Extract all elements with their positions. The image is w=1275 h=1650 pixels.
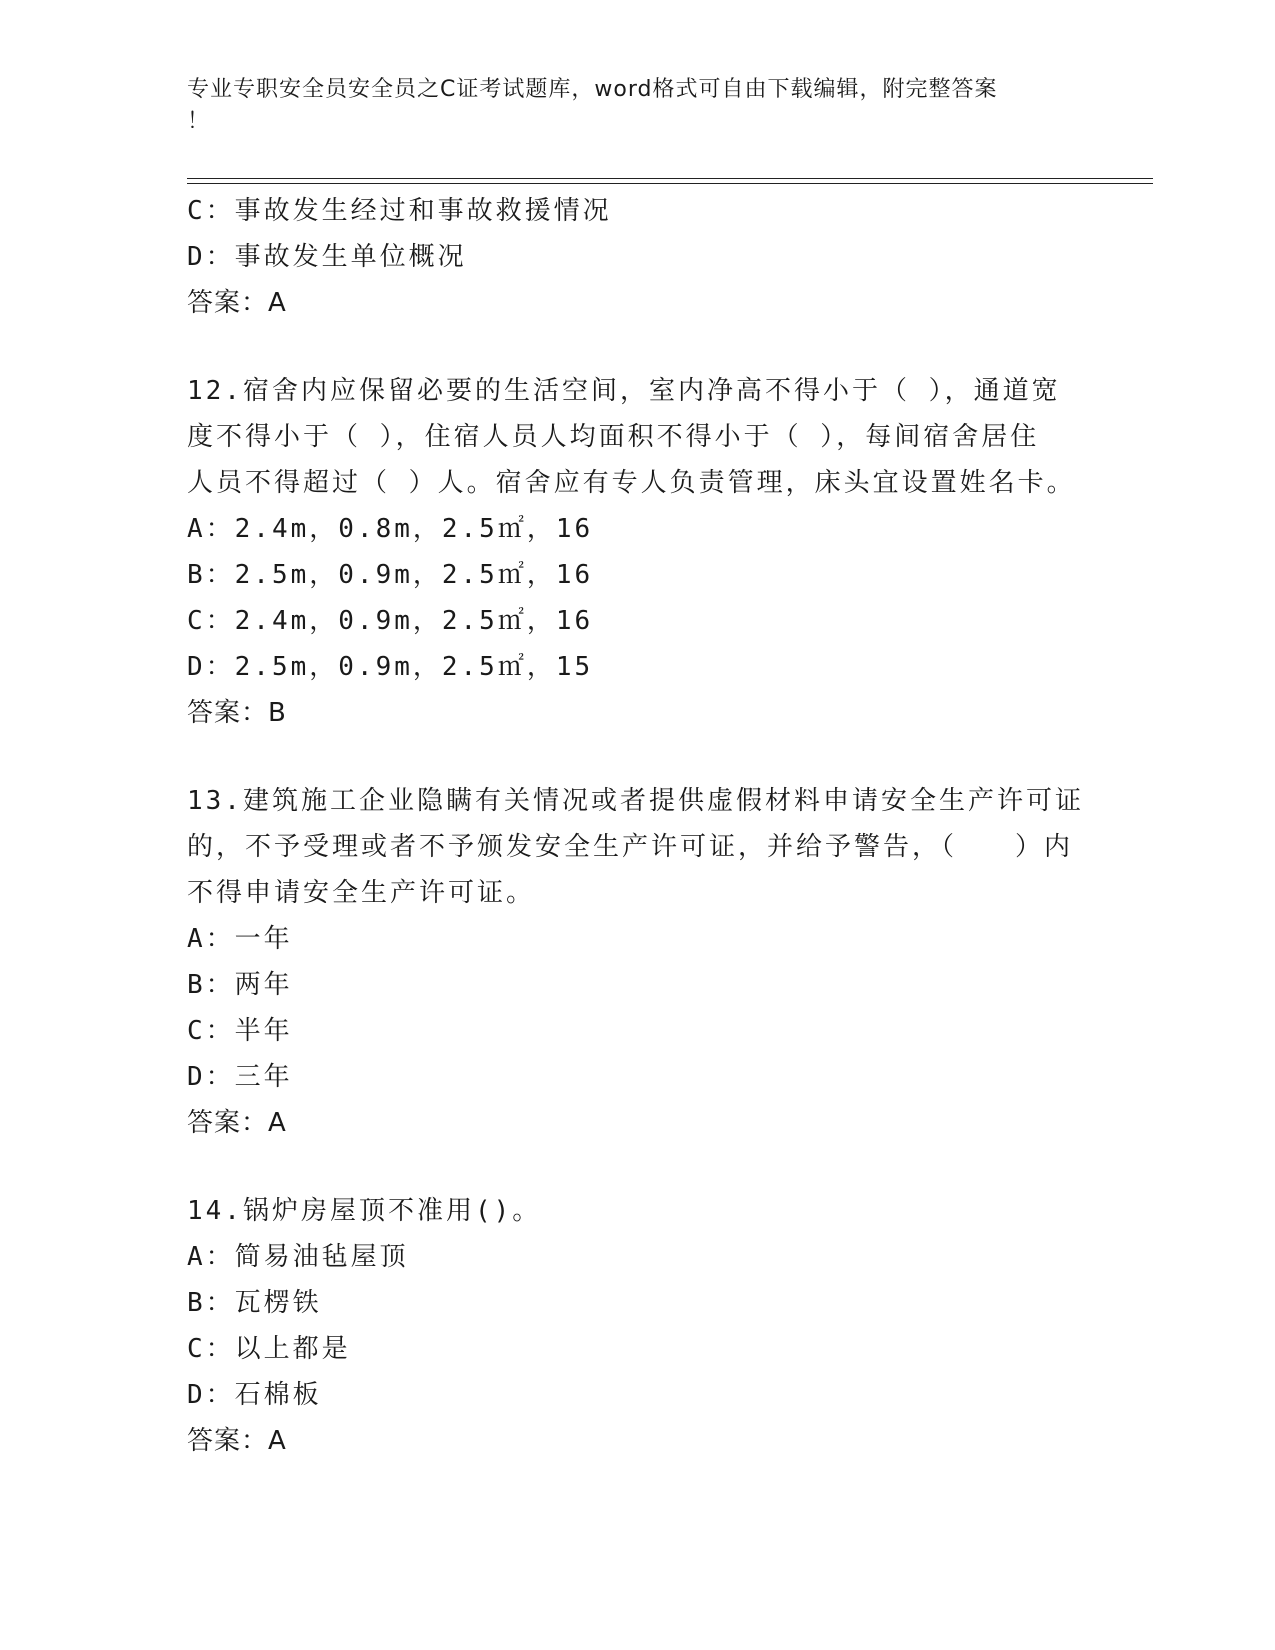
option-b: B：两年 bbox=[187, 970, 293, 1000]
question-stem-line: 13.建筑施工企业隐瞒有关情况或者提供虚假材料申请安全生产许可证 bbox=[187, 786, 1084, 816]
option-d: D：事故发生单位概况 bbox=[187, 242, 467, 272]
page-header bbox=[187, 74, 1067, 138]
header-divider-bottom bbox=[187, 183, 1153, 184]
option-c: C：以上都是 bbox=[187, 1334, 351, 1364]
question-14 bbox=[187, 1188, 1087, 1464]
option-b: B：瓦楞铁 bbox=[187, 1288, 322, 1318]
option-b: B：2.5m，0.9m，2.5㎡，16 bbox=[187, 560, 594, 590]
question-content bbox=[187, 188, 1087, 1464]
question-stem-line: 不得申请安全生产许可证。 bbox=[187, 878, 536, 908]
question-stem-line: 14.锅炉房屋顶不准用()。 bbox=[187, 1196, 542, 1226]
answer-line: 答案：B bbox=[187, 698, 287, 728]
answer-line: 答案：A bbox=[187, 1426, 287, 1456]
option-c: C：2.4m，0.9m，2.5㎡，16 bbox=[187, 606, 594, 636]
option-a: A：简易油毡屋顶 bbox=[187, 1242, 409, 1272]
question-stem-line: 12.宿舍内应保留必要的生活空间，室内净高不得小于（ ），通道宽 bbox=[187, 376, 1061, 406]
question-stem-line: 度不得小于（ ），住宿人员人均面积不得小于（ ），每间宿舍居住 bbox=[187, 422, 1040, 452]
answer-line: 答案：A bbox=[187, 1108, 287, 1138]
header-line-1: 专业专职安全员安全员之C证考试题库，word格式可自由下载编辑，附完整答案 bbox=[187, 77, 998, 102]
question-13 bbox=[187, 778, 1087, 1146]
option-d: D：2.5m，0.9m，2.5㎡，15 bbox=[187, 652, 594, 682]
spacer bbox=[187, 736, 1087, 778]
header-divider-top bbox=[187, 178, 1153, 179]
question-stem-line: 的，不予受理或者不予颁发安全生产许可证，并给予警告，（ ）内 bbox=[187, 832, 1074, 862]
question-11-fragment bbox=[187, 188, 1087, 326]
option-d: D：石棉板 bbox=[187, 1380, 322, 1410]
option-c: C：半年 bbox=[187, 1016, 293, 1046]
option-a: A：一年 bbox=[187, 924, 293, 954]
header-line-2: ！ bbox=[187, 109, 211, 134]
answer-line: 答案：A bbox=[187, 288, 287, 318]
option-c: C：事故发生经过和事故救援情况 bbox=[187, 196, 612, 226]
option-d: D：三年 bbox=[187, 1062, 293, 1092]
spacer bbox=[187, 1146, 1087, 1188]
question-stem-line: 人员不得超过（ ）人。宿舍应有专人负责管理，床头宜设置姓名卡。 bbox=[187, 468, 1076, 498]
question-12 bbox=[187, 368, 1087, 736]
spacer bbox=[187, 326, 1087, 368]
option-a: A：2.4m，0.8m，2.5㎡，16 bbox=[187, 514, 594, 544]
